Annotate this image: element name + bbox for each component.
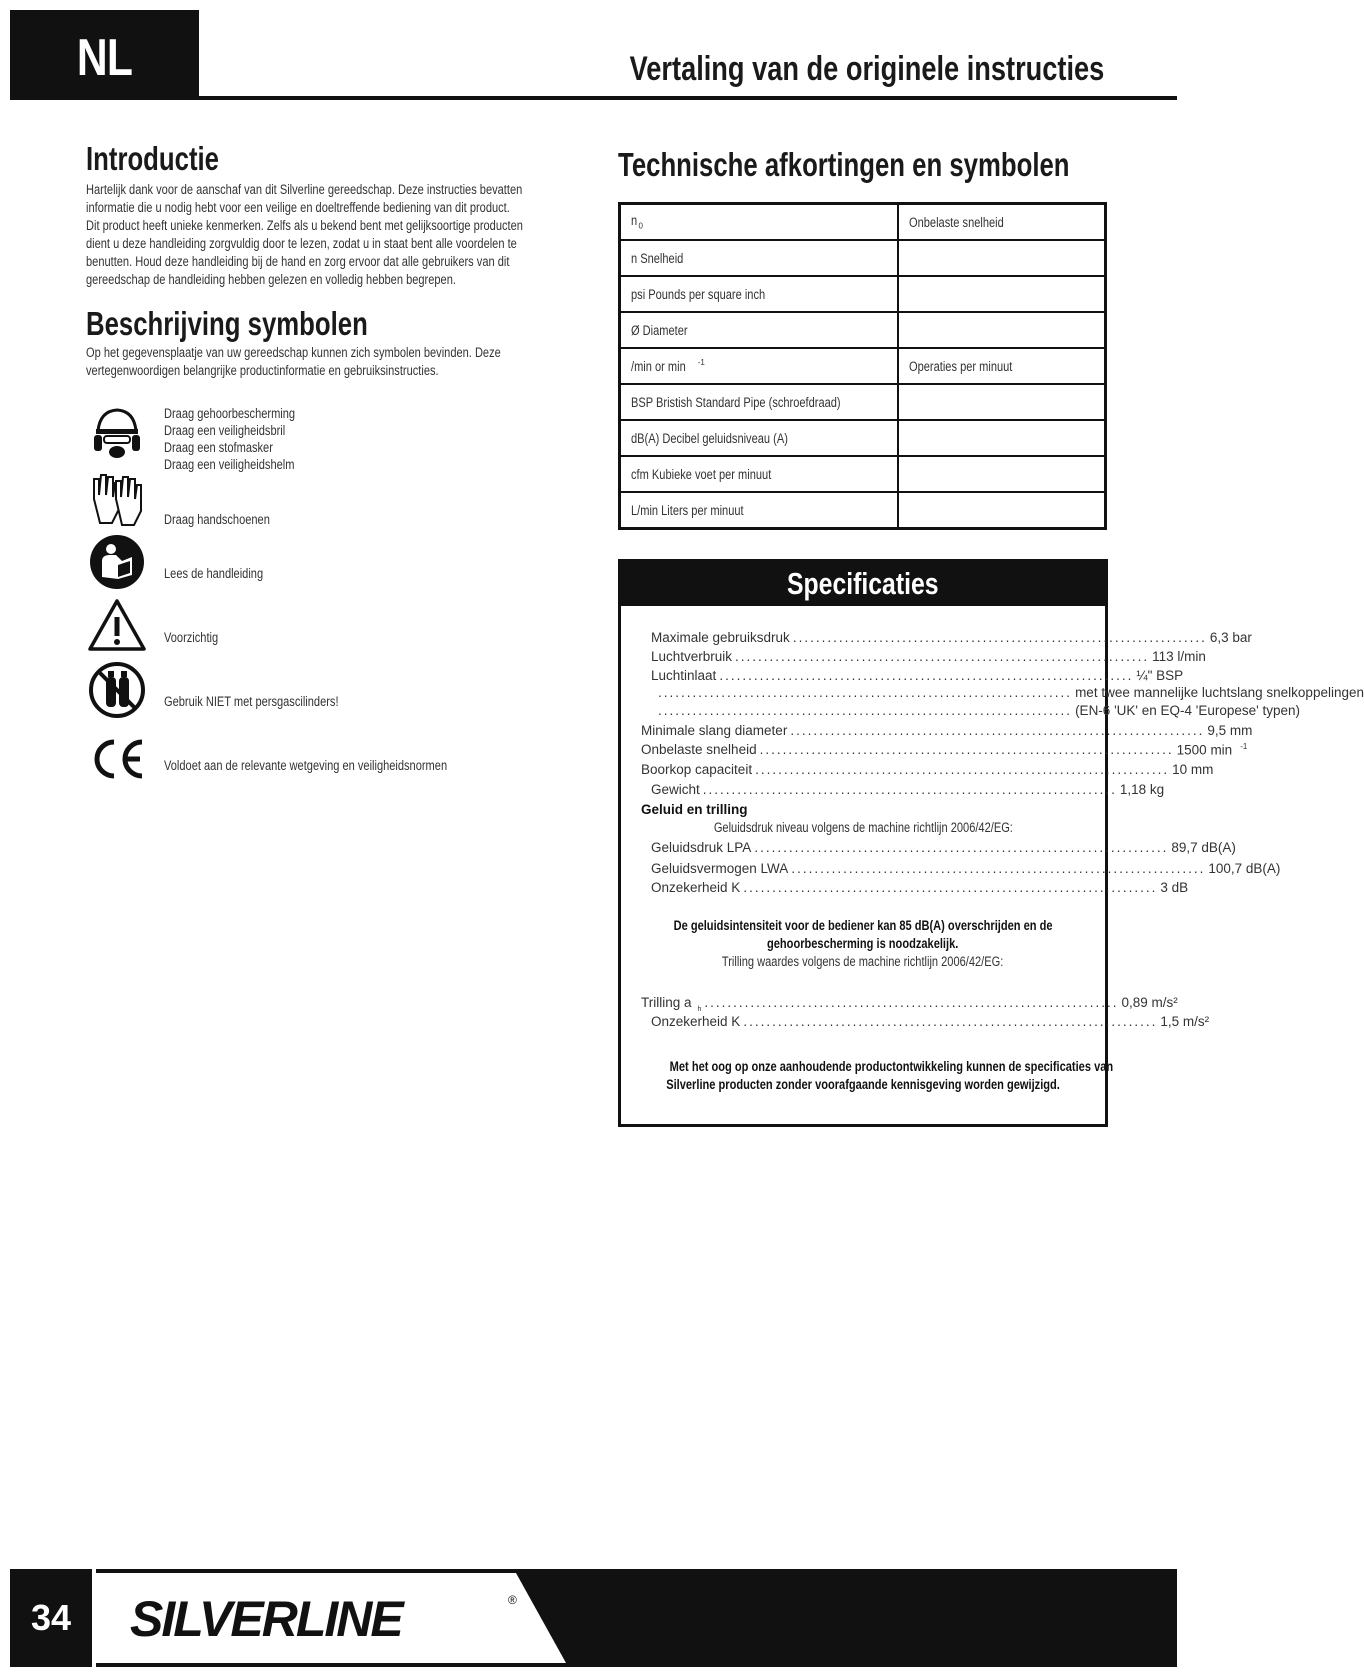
intro-line: informatie die u nodig hebt voor een veilige en doeltreffende bediening van dit product. bbox=[86, 200, 510, 215]
header-rule bbox=[10, 96, 1177, 100]
abbreviations-table bbox=[618, 202, 1107, 530]
symbol-text: Voorzichtig bbox=[164, 630, 219, 645]
spec-line: Gewicht ........................................................................ 1,18 kg bbox=[651, 782, 1165, 797]
table-row: n Snelheid bbox=[620, 240, 1106, 276]
symbols-line: Op het gegevensplaatje van uw gereedschap kunnen zich symbolen bevinden. Deze bbox=[86, 345, 501, 360]
spec-line: Onbelaste snelheid ........................................................................ 1500 min $^{-1}$ bbox=[641, 742, 1248, 758]
spec-line: Geluidsdruk LPA ........................................................................ 89,7 dB(A) bbox=[651, 840, 1236, 855]
safety-gear-icon bbox=[88, 405, 146, 463]
intro-line: benutten. Houd deze handleiding bij de hand en zorg ervoor dat alle gebruikers van dit bbox=[86, 254, 510, 269]
sound-heading: Geluid en trilling bbox=[641, 802, 748, 817]
silverline-logo: SILVERLINE bbox=[130, 1591, 402, 1647]
spec-disclaimer: Silverline producten zonder voorafgaande kennisgeving worden gewijzigd. bbox=[666, 1077, 1060, 1092]
warning-triangle-icon bbox=[88, 597, 146, 655]
table-row: $n_0$ Onbelaste snelheid bbox=[620, 204, 1106, 241]
page-title: Vertaling van de originele instructies bbox=[629, 50, 1104, 88]
gloves-icon bbox=[88, 469, 146, 527]
symbol-text: Gebruik NIET met persgascilinders! bbox=[164, 694, 339, 709]
symbol-text: Voldoet aan de relevante wetgeving en veiligheidsnormen bbox=[164, 758, 448, 773]
intro-line: Dit product heeft unieke kenmerken. Zelfs als u bekend bent met gelijksoortige producten bbox=[86, 218, 523, 233]
table-row: /min or min $^{-1}$ Operaties per minuut bbox=[620, 348, 1106, 384]
page-number: 34 bbox=[30, 1597, 72, 1638]
sound-note: Geluidsdruk niveau volgens de machine richtlijn 2006/42/EG: bbox=[713, 820, 1013, 835]
no-gas-cylinder-icon bbox=[88, 661, 146, 719]
symbols-line: vertegenwoordigen belangrijke productinformatie en gebruiksinstructies. bbox=[86, 363, 439, 378]
noise-warning: De geluidsintensiteit voor de bediener kan 85 dB(A) overschrijden en de bbox=[673, 918, 1053, 933]
intro-line: Hartelijk dank voor de aanschaf van dit Silverline gereedschap. Deze instructies bevatten bbox=[86, 182, 523, 197]
vibration-note: Trilling waardes volgens de machine richtlijn 2006/42/EG: bbox=[722, 954, 1004, 969]
spec-line: Onzekerheid K ........................................................................ 1,5 m/s² bbox=[651, 1014, 1210, 1029]
table-row: Ø Diameter bbox=[620, 312, 1106, 348]
spec-line: Trilling a $_h$ ........................................................................ 0,89 m/s² bbox=[641, 995, 1178, 1013]
table-row: BSP Bristish Standard Pipe (schroefdraad) bbox=[620, 384, 1106, 420]
registered-mark: ® bbox=[508, 1593, 517, 1607]
ce-mark-icon bbox=[88, 730, 146, 788]
read-manual-icon bbox=[88, 533, 146, 591]
spec-line: Minimale slang diameter ........................................................................ 9,5 mm bbox=[641, 723, 1253, 738]
spec-line: Boorkop capaciteit ........................................................................ 10 mm bbox=[641, 762, 1214, 777]
table-row: dB(A) Decibel geluidsniveau (A) bbox=[620, 420, 1106, 456]
spec-line: ........................................................................ (EN-6 'UK' en EQ-4 'Europese' typen) bbox=[658, 703, 1300, 718]
spec-line: Luchtinlaat ........................................................................ ¼" BSP bbox=[651, 668, 1184, 683]
spec-line: Maximale gebruiksdruk ........................................................................ 6,3 bar bbox=[651, 630, 1252, 645]
spec-disclaimer: Met het oog op onze aanhoudende productontwikkeling kunnen de specificaties van bbox=[669, 1059, 1114, 1074]
table-row: L/min Liters per minuut bbox=[620, 492, 1106, 529]
language-code: NL bbox=[76, 29, 133, 87]
symbols-paragraph bbox=[86, 344, 592, 380]
table-row: cfm Kubieke voet per minuut bbox=[620, 456, 1106, 492]
specifications-heading: Specificaties bbox=[621, 562, 1105, 606]
symbols-heading: Beschrijving symbolen bbox=[86, 305, 368, 342]
specifications-box bbox=[618, 559, 1364, 1127]
symbol-text: Lees de handleiding bbox=[164, 566, 264, 581]
intro-line: dient u deze handleiding zorgvuldig door te lezen, zodat u in staat bent alle voordelen te bbox=[86, 236, 517, 251]
intro-heading: Introductie bbox=[86, 140, 219, 177]
language-badge bbox=[10, 10, 199, 99]
spec-line: ........................................................................ met twee mannelijke luchtslang snelkoppelingen bbox=[658, 685, 1364, 700]
spec-line: Geluidsvermogen LWA ........................................................................ 100,7 dB(A) bbox=[651, 861, 1281, 876]
intro-line: gereedschap de handleiding hebben gelezen en volledig hebben begrepen. bbox=[86, 272, 456, 287]
symbol-text: Draag gehoorbescherming Draag een veiligheidsbril Draag een stofmasker Draag een veiligheidshelm bbox=[164, 406, 296, 472]
spec-line: Onzekerheid K ........................................................................ 3 dB bbox=[651, 880, 1189, 895]
intro-paragraph bbox=[86, 181, 619, 289]
symbol-text: Draag handschoenen bbox=[164, 512, 270, 527]
noise-warning: gehoorbescherming is noodzakelijk. bbox=[767, 936, 959, 951]
table-row: psi Pounds per square inch bbox=[620, 276, 1106, 312]
abbreviations-heading: Technische afkortingen en symbolen bbox=[618, 146, 1070, 183]
spec-line: Luchtverbruik ........................................................................ 113 l/min bbox=[651, 649, 1206, 664]
